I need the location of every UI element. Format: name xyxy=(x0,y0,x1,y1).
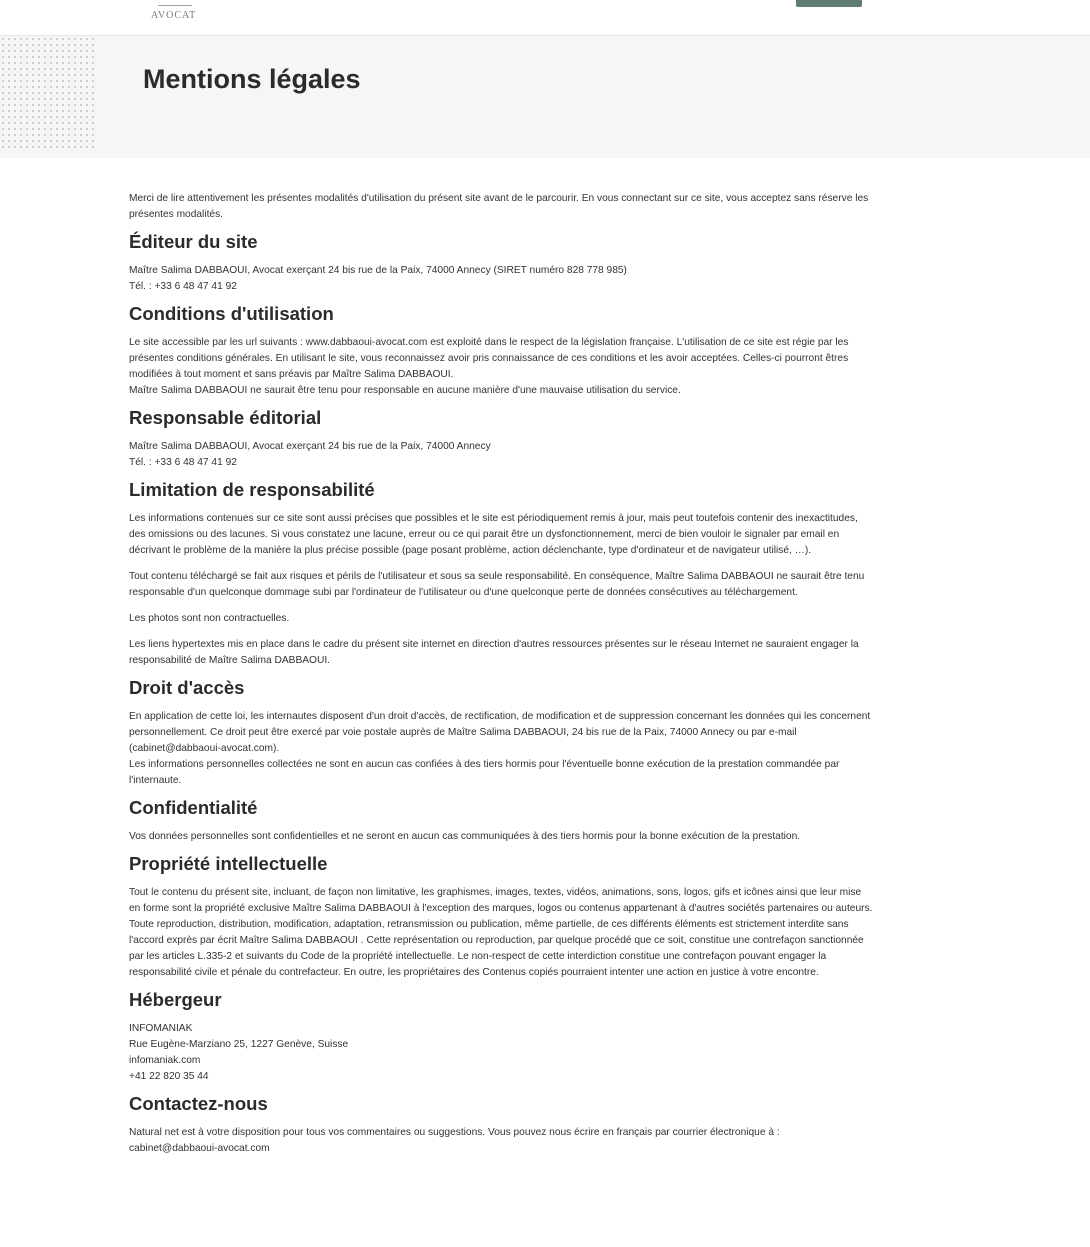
limitation-text-4: Les liens hypertextes mis en place dans le cadre du présent site internet en direction d'autres ressources présentes sur le réseau Internet ne sauraient engager la responsabilité de Maître Salima DABBAOUI. xyxy=(129,639,859,666)
conditions-text-2: Maître Salima DABBAOUI ne saurait être tenu pour responsable en aucune manière d'une mauvaise utilisation du service. xyxy=(129,385,681,396)
droit-text-1: En application de cette loi, les internautes disposent d'un droit d'accès, de rectification, de modification et de suppression concernant les données qui les concernent personnellement. Ce droit peut être exercé par voie postale auprès de Maître Salima DABBAOUI, 24 bis rue de la Paix, 74000 Annecy ou par e-mail (cabinet@dabbaoui-avocat.com). xyxy=(129,711,871,754)
hebergeur-website: infomaniak.com xyxy=(129,1055,201,1066)
contact-text: Natural net est à votre disposition pour tous vos commentaires ou suggestions. Vous pouvez nous écrire en français par courrier électronique à : xyxy=(129,1127,780,1138)
section-heading-propriete: Propriété intellectuelle xyxy=(129,853,328,874)
section-heading-contact: Contactez-nous xyxy=(129,1093,268,1114)
section-heading-limitation: Limitation de responsabilité xyxy=(129,479,375,500)
site-header xyxy=(0,0,1090,36)
limitation-text-3: Les photos sont non contractuelles. xyxy=(129,613,290,624)
editeur-phone: Tél. : +33 6 48 47 41 92 xyxy=(129,281,237,292)
intro-text: Merci de lire attentivement les présentes modalités d'utilisation du présent site avant de le parcourir. En vous connectant sur ce site, vous acceptez sans réserve les présentes modalités. xyxy=(129,193,869,220)
droit-text-2: Les informations personnelles collectées ne sont en aucun cas confiées à des tiers hormis pour l'éventuelle bonne exécution de la prestation commandée par l'internaute. xyxy=(129,759,840,786)
conditions-text: Le site accessible par les url suivants : www.dabbaoui-avocat.com est exploité dans le respect de la législation française. L'utilisation de ce site est régie par les présentes conditions générales. En utilisant le site, vous reconnaissez avoir pris connaissance de ces conditions et les avoir acceptées. Celles-ci pourront êtres modifiées à tout moment et sans préavis par Maître Salima DABBAOUI. xyxy=(129,337,849,380)
section-heading-confidentialite: Confidentialité xyxy=(129,797,258,818)
propriete-text-2: Toute reproduction, distribution, modification, adaptation, retransmission ou publication, même partielle, de ces différents éléments est strictement interdite sans l'accord exprès par écrit Maître Salima DABBAOUI . Cette représentation ou reproduction, par quelque procédé que ce soit, constitue une contrefaçon sanctionnée par les articles L.335-2 et suivants du Code de la propriété intellectuelle. Le non-respect de cette interdiction constitue une contrefaçon pouvant engager la responsabilité civile et pénale du contrefacteur. En outre, les propriétaires des Contenus copiés pourraient intenter une action en justice à votre encontre. xyxy=(129,919,864,978)
page-hero xyxy=(0,36,1090,158)
dot-pattern-decoration xyxy=(0,36,98,152)
hebergeur-name: INFOMANIAK xyxy=(129,1023,193,1034)
section-heading-conditions: Conditions d'utilisation xyxy=(129,303,334,324)
logo-divider xyxy=(158,5,192,6)
propriete-text-1: Tout le contenu du présent site, incluant, de façon non limitative, les graphismes, images, textes, vidéos, animations, sons, logos, gifs et icônes ainsi que leur mise en forme sont la propriété exclusive Maître Salima DABBAOUI à l'exception des marques, logos ou contenus appartenant à d'autres sociétés partenaires ou auteurs. xyxy=(129,887,873,914)
header-contact-button[interactable] xyxy=(796,0,862,7)
hebergeur-phone: +41 22 820 35 44 xyxy=(129,1071,209,1082)
section-heading-hebergeur: Hébergeur xyxy=(129,989,222,1010)
limitation-text-1: Les informations contenues sur ce site sont aussi précises que possibles et le site est périodiquement remis à jour, mais peut toutefois contenir des inexactitudes, des omissions ou des lacunes. Si vous constatez une lacune, erreur ou ce qui parait être un dysfonctionnement, merci de bien vouloir le signaler par email en décrivant le problème de la manière la plus précise possible (page posant problème, action déclenchante, type d'ordinateur et de navigateur utilisé, …). xyxy=(129,513,858,556)
limitation-text-2: Tout contenu téléchargé se fait aux risques et périls de l'utilisateur et sous sa seule responsabilité. En conséquence, Maître Salima DABBAOUI ne saurait être tenu responsable d'un quelconque dommage subi par l'ordinateur de l'utilisateur ou d'une quelconque perte de données consécutives au téléchargement. xyxy=(129,571,865,598)
legal-content xyxy=(129,191,874,1157)
confidentialite-text: Vos données personnelles sont confidentielles et ne seront en aucun cas communiquées à des tiers hormis pour la bonne exécution de la prestation. xyxy=(129,831,801,842)
section-heading-editeur: Éditeur du site xyxy=(129,231,258,252)
editeur-line: Maître Salima DABBAOUI, Avocat exerçant 24 bis rue de la Paix, 74000 Annecy (SIRET numéro 828 778 985) xyxy=(129,265,627,276)
section-heading-droit: Droit d'accès xyxy=(129,677,245,698)
responsable-phone: Tél. : +33 6 48 47 41 92 xyxy=(129,457,237,468)
hebergeur-address: Rue Eugène-Marziano 25, 1227 Genève, Suisse xyxy=(129,1039,349,1050)
page-title: Mentions légales xyxy=(143,64,361,94)
responsable-line: Maître Salima DABBAOUI, Avocat exerçant 24 bis rue de la Paix, 74000 Annecy xyxy=(129,441,491,452)
logo[interactable]: AVOCAT xyxy=(151,10,197,21)
contact-email: cabinet@dabbaoui-avocat.com xyxy=(129,1143,270,1154)
section-heading-responsable: Responsable éditorial xyxy=(129,407,322,428)
